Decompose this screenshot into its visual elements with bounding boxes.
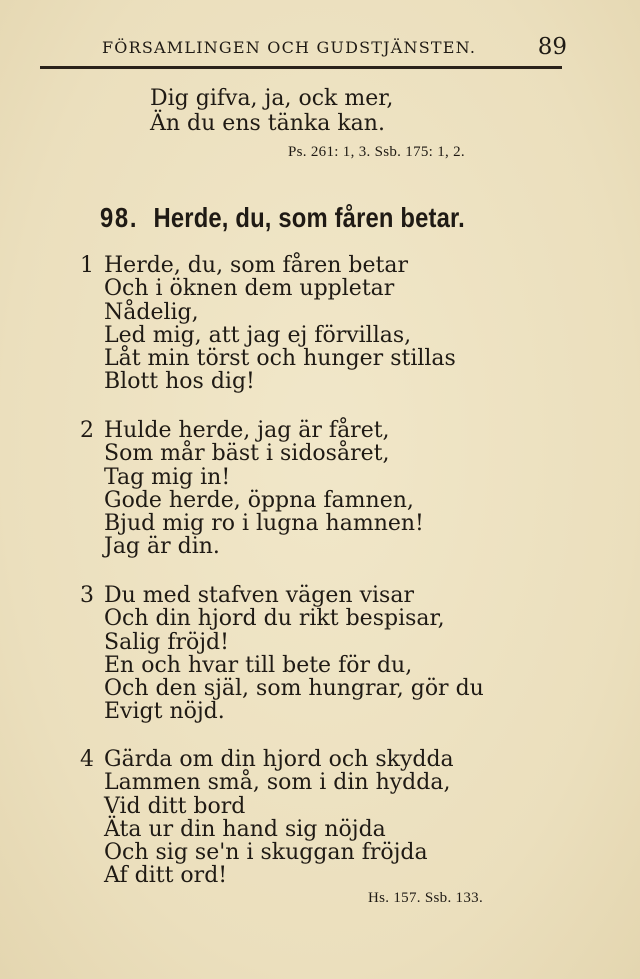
hymn-reference: Hs. 157. Ssb. 133.	[368, 890, 483, 906]
verse-line: En och hvar till bete för du,	[104, 652, 413, 678]
verse-number: 1	[80, 253, 94, 278]
verse-line: Äta ur din hand sig nöjda	[104, 816, 386, 842]
verse-line: Blott hos dig!	[104, 369, 255, 395]
verse-line: Led mig, att jag ej förvillas,	[104, 322, 412, 348]
hymn-number: 98.	[100, 202, 139, 233]
verse-line: Af ditt ord!	[104, 863, 228, 889]
verse-line: Jag är din.	[104, 534, 220, 560]
verse-line: Och sig se'n i skuggan fröjda	[104, 840, 428, 866]
verse-line: Vid ditt bord	[104, 793, 246, 819]
previous-hymn-reference: Ps. 261: 1, 3. Ssb. 175: 1, 2.	[288, 144, 465, 160]
verse-number: 2	[80, 418, 94, 443]
verse-line: Hulde herde, jag är fåret,	[104, 418, 390, 443]
verse-line: Låt min törst och hunger stillas	[104, 346, 456, 372]
continuation-line: Dig gifva, ja, ock mer,	[150, 86, 394, 111]
verse-number: 3	[80, 583, 94, 608]
verse-line: Du med stafven vägen visar	[104, 583, 414, 608]
verse-line: Bjud mig ro i lugna hamnen!	[104, 511, 424, 537]
continuation-line: Än du ens tänka kan.	[150, 111, 385, 136]
running-header	[40, 34, 575, 64]
verse-3	[80, 584, 484, 724]
verse-line: Gärda om din hjord och skydda	[104, 747, 454, 772]
hymn-heading	[100, 202, 465, 234]
verse-line: Nådelig,	[104, 299, 199, 325]
verse-line: Och din hjord du rikt bespisar,	[104, 606, 445, 632]
verse-1	[80, 254, 456, 394]
verse-line: Och den själ, som hungrar, gör du	[104, 676, 484, 702]
verse-line: Salig fröjd!	[104, 629, 229, 655]
verse-4	[80, 748, 454, 888]
header-rule	[40, 66, 562, 69]
verse-line: Och i öknen dem uppletar	[104, 276, 395, 302]
hymn-title: Herde, du, som fåren betar.	[153, 202, 465, 233]
verse-line: Tag mig in!	[104, 464, 231, 490]
verse-number: 4	[80, 747, 94, 772]
verse-line: Som mår bäst i sidosåret,	[104, 441, 390, 467]
verse-line: Lammen små, som i din hydda,	[104, 770, 451, 796]
section-title: FÖRSAMLINGEN OCH GUDSTJÄNSTEN.	[102, 38, 477, 57]
verse-line: Herde, du, som fåren betar	[104, 253, 408, 278]
verse-line: Gode herde, öppna famnen,	[104, 487, 414, 513]
verse-2	[80, 419, 424, 559]
page-number: 89	[537, 34, 567, 60]
previous-hymn-continuation	[150, 86, 393, 136]
verse-line: Evigt nöjd.	[104, 699, 225, 725]
